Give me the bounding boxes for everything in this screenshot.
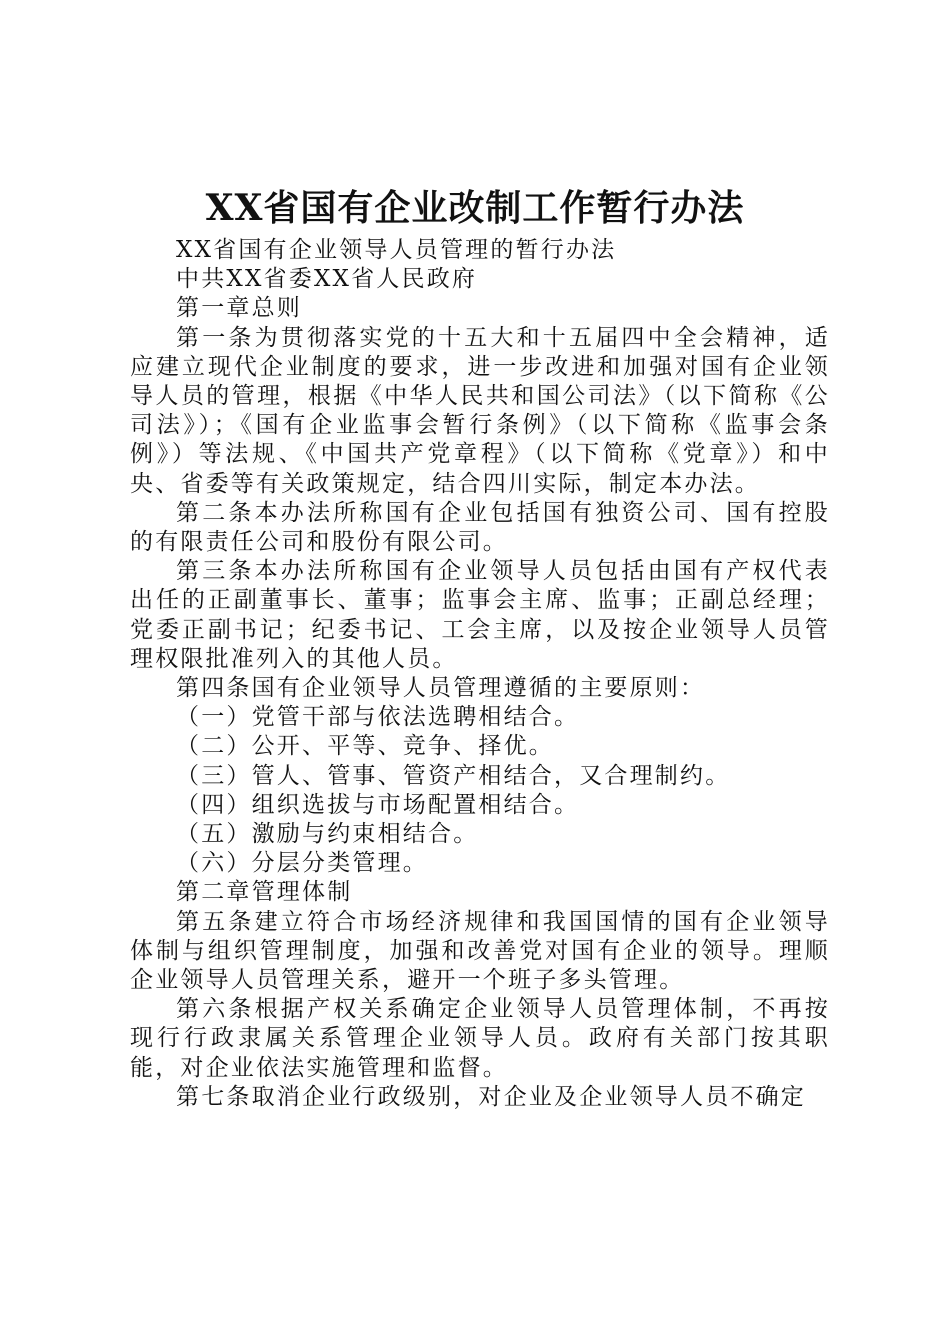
article-paragraph: 第四条国有企业领导人员管理遵循的主要原则： — [176, 675, 706, 702]
article-paragraph: 第三条本办法所称国有企业领导人员包括由国有产权代表出任的正副董事长、董事；监事会主席、监事；正副总经理；党委正副书记；纪委书记、工会主席，以及按企业领导人员管理权限批准列入的其他人员。 — [130, 558, 830, 672]
list-item: （二）公开、平等、竞争、择优。 — [176, 733, 554, 760]
article-paragraph: 第二条本办法所称国有企业包括国有独资公司、国有控股的有限责任公司和股份有限公司。 — [130, 499, 830, 556]
list-item: （一）党管干部与依法选聘相结合。 — [176, 704, 580, 731]
list-item: （六）分层分类管理。 — [176, 850, 428, 877]
subtitle-paragraph: XX省国有企业领导人员管理的暂行办法 — [176, 237, 617, 263]
article-paragraph: 第五条建立符合市场经济规律和我国国情的国有企业领导体制与组织管理制度，加强和改善党对国有企业的领导。理顺企业领导人员管理关系，避开一个班子多头管理。 — [130, 908, 830, 994]
document-body — [130, 236, 830, 1112]
issuer-paragraph: 中共XX省委XX省人民政府 — [176, 266, 478, 293]
chapter-heading: 第一章总则 — [176, 295, 302, 322]
article-paragraph: 第七条取消企业行政级别，对企业及企业领导人员不确定 — [176, 1083, 806, 1110]
article-paragraph: 第六条根据产权关系确定企业领导人员管理体制，不再按现行行政隶属关系管理企业领导人员。政府有关部门按其职能，对企业依法实施管理和监督。 — [130, 996, 830, 1081]
chapter-heading: 第二章管理体制 — [176, 879, 353, 906]
list-item: （五）激励与约束相结合。 — [176, 821, 479, 848]
article-paragraph: 第一条为贯彻落实党的十五大和十五届四中全会精神，适应建立现代企业制度的要求，进一步改进和加强对国有企业领导人员的管理，根据《中华人民共和国公司法》（以下简称《公司法》）；《国有企业监事会暂行条例》（以下简称《监事会条例》）等法规、《中国共产党章程》（以下简称《党章》）和中央、省委等有关政策规定，结合四川实际，制定本办法。 — [130, 324, 830, 497]
list-item: （三）管人、管事、管资产相结合，又合理制约。 — [176, 762, 731, 789]
list-item: （四）组织选拔与市场配置相结合。 — [176, 791, 580, 818]
document-title: XX省国有企业改制工作暂行办法 — [205, 187, 745, 229]
